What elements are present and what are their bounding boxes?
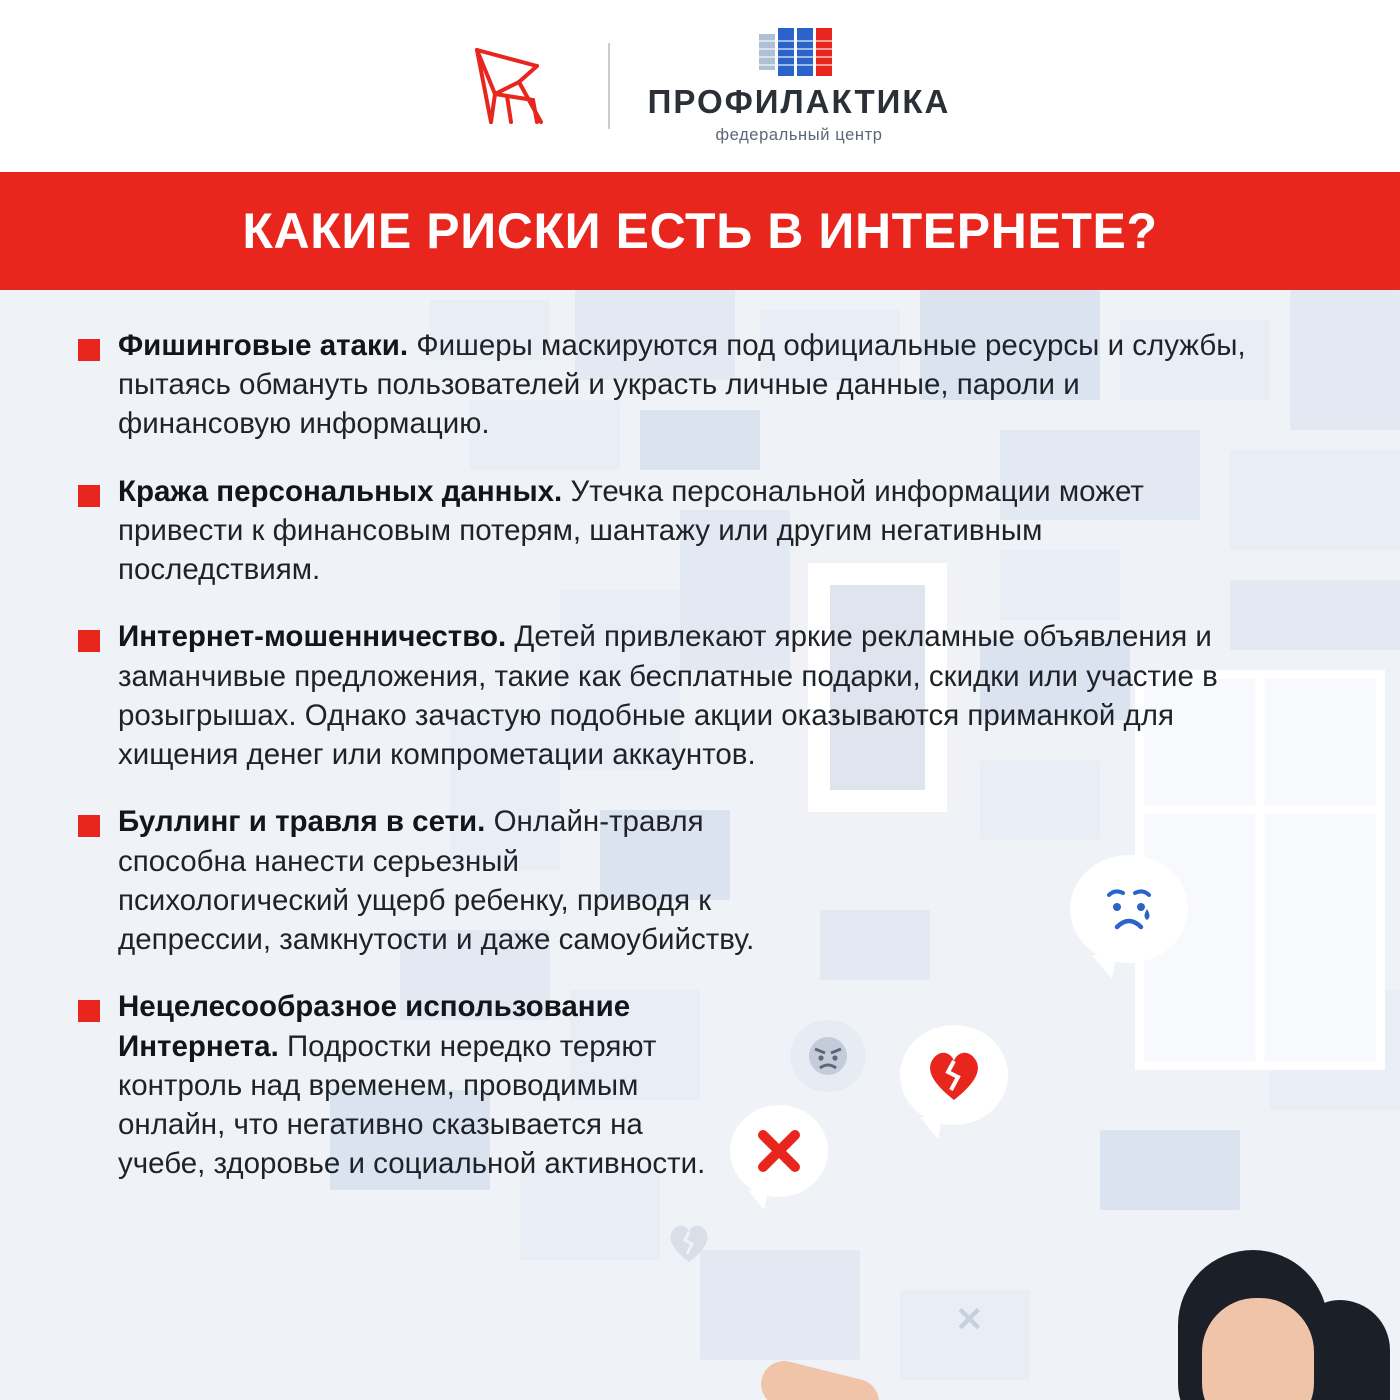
bullet-square-icon xyxy=(78,630,100,652)
small-broken-heart-icon xyxy=(665,1220,713,1269)
bullet-square-icon xyxy=(78,339,100,361)
pointing-hand-icon xyxy=(756,1356,884,1400)
risk-body: Утечка персональной информации может привести к финансовым потерям, шантажу или другим негативным последствиям. xyxy=(118,474,1144,587)
logo-lockup xyxy=(450,28,951,145)
brand-title: ПРОФИЛАКТИКА xyxy=(647,82,951,120)
list-item xyxy=(78,472,1260,590)
girl-illustration xyxy=(1120,1250,1400,1400)
risk-body: Детей привлекают яркие рекламные объявления и заманчивые предложения, такие как бесплатные подарки, скидки или участие в розыгрышах. Однако зачастую подобные акции оказываются приманкой для хищения денег или компрометации аккаунтов. xyxy=(118,620,1218,772)
logo-divider xyxy=(608,43,610,129)
risk-text xyxy=(118,802,758,959)
risk-term: Буллинг и травля в сети. xyxy=(118,805,486,839)
page-title: КАКИЕ РИСКИ ЕСТЬ В ИНТЕРНЕТЕ? xyxy=(242,203,1158,259)
risk-text xyxy=(118,987,738,1183)
risk-term: Фишинговые атаки. xyxy=(118,329,409,362)
blue-red-squares-icon xyxy=(759,28,839,76)
red-chair-icon xyxy=(450,31,570,141)
risk-text xyxy=(118,617,1248,774)
small-cross-icon: ✕ xyxy=(955,1301,984,1339)
poster-header xyxy=(0,0,1400,172)
risks-list xyxy=(0,326,1260,1211)
risk-body: Подростки нередко теряют контроль над временем, проводимым онлайн, что негативно сказывается на учебе, здоровье и социальной активности. xyxy=(118,1029,706,1181)
bullet-square-icon xyxy=(78,1000,100,1022)
risk-body: Фишеры маскируются под официальные ресурсы и службы, пытаясь обмануть пользователей и украсть личные данные, пароли и финансовую информацию. xyxy=(118,329,1246,441)
risk-term: Интернет-мошенничество. xyxy=(118,620,507,654)
brand-subtitle: федеральный центр xyxy=(715,125,883,144)
bullet-square-icon xyxy=(78,485,100,507)
risk-term: Кража персональных данных. xyxy=(118,474,563,508)
risk-text xyxy=(118,472,1248,590)
brand-block xyxy=(648,28,951,145)
list-item xyxy=(78,802,1260,959)
list-item xyxy=(78,987,1260,1183)
title-banner xyxy=(0,172,1400,290)
list-item xyxy=(78,617,1260,774)
bullet-square-icon xyxy=(78,815,100,837)
risk-text xyxy=(118,326,1248,444)
risk-body: Онлайн-травля способна нанести серьезный психологический ущерб ребенку, приводя к депрессии, замкнутости и даже самоубийству. xyxy=(118,805,755,957)
risk-term: Нецелесообразное использование Интернета. xyxy=(118,990,631,1063)
list-item xyxy=(78,326,1260,444)
